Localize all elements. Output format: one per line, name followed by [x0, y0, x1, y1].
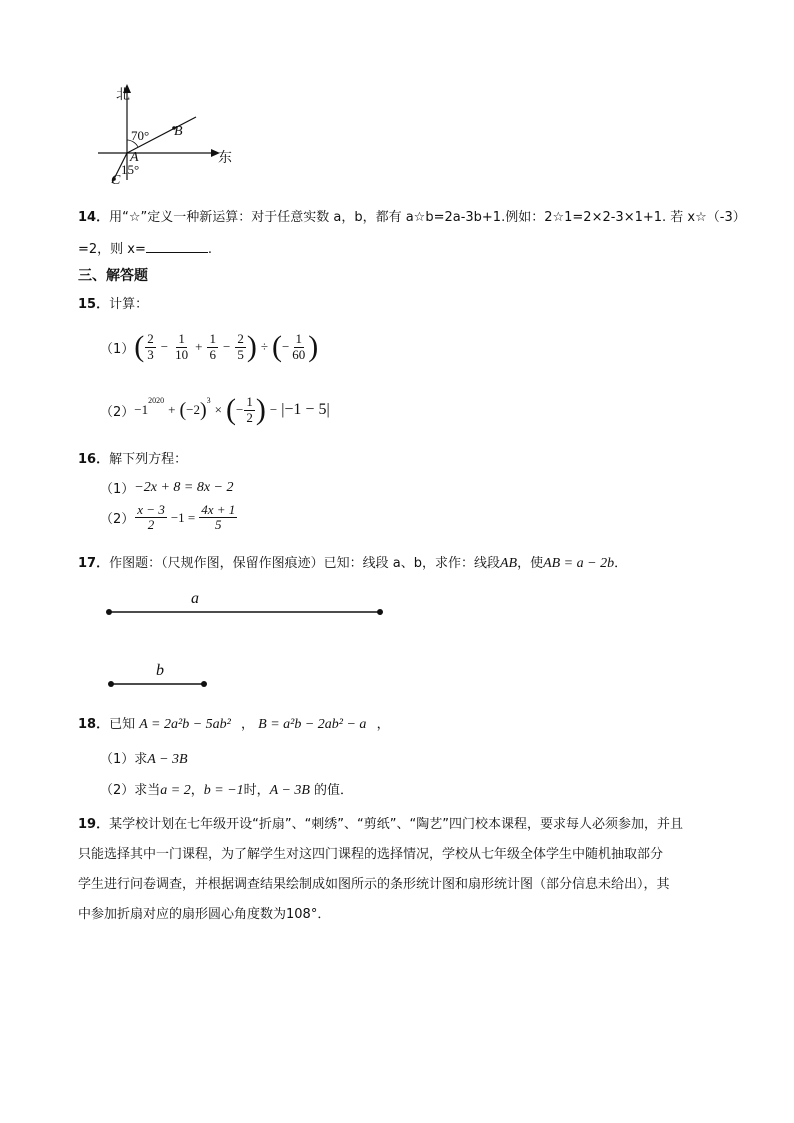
question-16-prompt: 解下列方程： — [109, 452, 188, 467]
question-18-text: 的值． — [313, 783, 353, 798]
question-14 — [78, 206, 746, 225]
question-17-period: ． — [614, 556, 628, 571]
left-paren: ( — [271, 330, 282, 363]
fraction-denominator: 5 — [215, 517, 222, 533]
expression-a: A = 2a²b − 5ab² — [139, 717, 231, 732]
part-label: （2） — [100, 404, 135, 420]
fraction-numerator: 1 — [295, 331, 303, 347]
question-17-number: 17． — [78, 556, 110, 571]
label-angle-70: 70° — [131, 128, 150, 143]
expression: A − 3B — [269, 783, 310, 798]
question-17-text: 作图题：（尺规作图，保留作图痕迹）已知：线段 a、b，求作：线段 — [109, 556, 500, 571]
question-14-line2-text: =2，则 x= — [78, 242, 146, 257]
section-title: 三、解答题 — [78, 268, 148, 284]
question-18-text: 时， — [243, 783, 270, 798]
question-15-number: 15． — [78, 297, 110, 312]
separator: ， — [376, 717, 390, 732]
expression-b: B = a²b − 2ab² − a — [258, 717, 367, 732]
question-19-line2: 只能选择其中一门课程，为了解学生对这四门课程的选择情况，学校从七年级全体学生中随机抽取部分 — [78, 847, 664, 862]
label-point-c: C — [111, 173, 121, 188]
right-paren: ) — [255, 393, 266, 426]
question-19-text: 某学校计划在七年级开设“折扇”、“刺绣”、“剪纸”、“陶艺”四门校本课程，要求每人必须参加，并且 — [109, 817, 683, 832]
part-label: （1） — [100, 482, 135, 497]
question-19-line3: 学生进行问卷调查，并根据调查结果绘制成如图所示的条形统计图和扇形统计图（部分信息未给出），其 — [78, 877, 670, 892]
fraction-denominator: 2 — [147, 517, 155, 533]
question-18-part1 — [100, 748, 188, 768]
label-point-b: B — [174, 124, 183, 139]
question-18-number: 18． — [78, 717, 110, 732]
question-14-number: 14． — [78, 210, 110, 225]
question-18-text: 已知 — [109, 717, 136, 732]
right-paren: ) — [246, 330, 257, 363]
question-15-prompt: 计算： — [109, 297, 149, 312]
question-16-number: 16． — [78, 452, 110, 467]
fraction-denominator: 5 — [237, 346, 244, 362]
question-16-part2 — [100, 503, 238, 533]
fraction-denominator: 10 — [175, 346, 189, 362]
question-16 — [78, 448, 187, 467]
exponent: 3 — [206, 396, 211, 405]
equation: AB = a − 2b — [543, 556, 615, 571]
segment-b-label: b — [156, 662, 164, 679]
question-17 — [78, 552, 627, 572]
left-paren: ( — [134, 330, 145, 363]
fraction-numerator: 1 — [246, 394, 253, 410]
fraction-denominator: 2 — [246, 409, 253, 425]
left-paren: ( — [226, 393, 236, 426]
right-paren: ) — [308, 330, 319, 363]
fraction-numerator: 4x + 1 — [201, 502, 236, 517]
part-label: （1） — [100, 341, 135, 357]
fraction-denominator: 60 — [292, 346, 306, 362]
question-14-period: . — [207, 242, 213, 257]
value-a: a = 2 — [160, 783, 191, 798]
expression: A − 3B — [147, 752, 188, 767]
question-14-line1: 用“☆”定义一种新运算：对于任意实数 a，b，都有 a☆b=2a-3b+1.例如：2☆1=2×2-3×1+1. 若 x☆（-3） — [109, 210, 746, 225]
fraction-numerator: x − 3 — [137, 502, 165, 517]
question-14-line2 — [78, 238, 212, 257]
fraction-numerator: 2 — [237, 331, 244, 347]
value-b: b = −1 — [203, 783, 244, 798]
label-angle-15: 15° — [121, 162, 140, 177]
question-19-line4: 中参加折扇对应的扇形圆心角度数为108°． — [78, 907, 331, 922]
question-15-part1: （1） ( $\frac{2}{3}$ − $\frac{1}{10}$ + $\frac{1}{6}$ − $\frac{2}{5}$ ) ÷ ( − $\frac{1}{60}$ ) — [100, 330, 319, 363]
equation: −2x + 8 = 8x − 2 — [134, 479, 234, 495]
question-16-part1 — [100, 478, 234, 497]
segment-a-label: a — [191, 590, 199, 607]
fraction-denominator: 6 — [209, 346, 216, 362]
fraction-numerator: 1 — [178, 331, 185, 347]
equation-middle: −1 = — [170, 509, 196, 525]
exponent: 2020 — [148, 396, 165, 405]
part-label: （1）求 — [100, 752, 148, 767]
fraction-numerator: 1 — [209, 331, 216, 347]
question-18-part2 — [100, 779, 353, 799]
question-18 — [78, 713, 390, 733]
question-19-number: 19． — [78, 817, 110, 832]
segment-a — [100, 605, 390, 619]
separator: ， — [240, 717, 254, 732]
answer-blank[interactable] — [146, 240, 208, 253]
part-label: （2） — [100, 512, 135, 528]
fraction-numerator: 2 — [147, 331, 154, 347]
question-15 — [78, 293, 148, 312]
part-label: （2）求当 — [100, 783, 161, 798]
question-19-line1 — [78, 813, 683, 832]
question-15-part2: （2） −1 $^{2020}$ + ( −2 ) $^3$ × ( − $\frac{1}{2}$ ) − |−1 − 5| — [100, 393, 330, 426]
fraction-denominator: 3 — [147, 346, 154, 362]
label-east: 东 — [218, 151, 232, 166]
separator: ， — [190, 783, 204, 798]
segment-ab: AB — [499, 556, 518, 571]
question-17-text: ，使 — [517, 556, 544, 571]
label-north: 北 — [116, 87, 130, 103]
label-point-a: A — [130, 150, 139, 165]
